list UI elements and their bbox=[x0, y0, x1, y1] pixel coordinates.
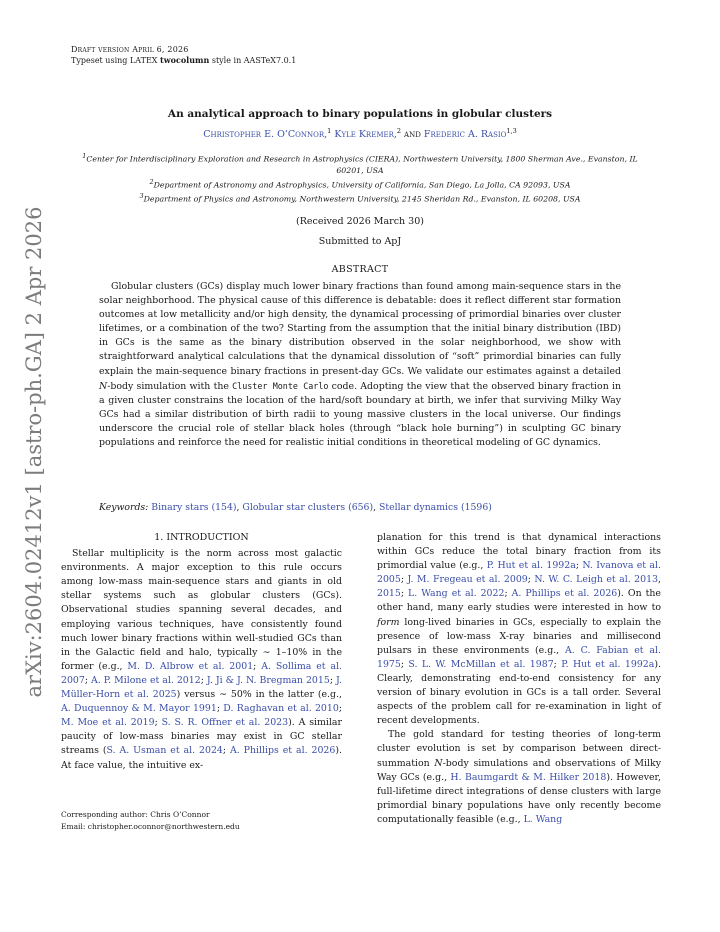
arxiv-sidebar bbox=[9, 206, 59, 698]
draft-version: Draft version April 6, 2026 bbox=[71, 45, 189, 54]
intro-paragraph-continued: planation for this trend is that dynamical interactions within GCs reduce the total binary fraction from its primordial value (e.g., P. Hut et al. 1992a; N. Ivanova et al. 2005; J. M. Fregeau et al. 2009; N. W. C. Leigh et al. 2013, 2015; L. Wang et al. 2022; A. Phillips et al. 2026). On the other hand, many early studies were interested in how to form long-lived binaries in GCs, especially to explain the presence of low-mass X-ray binaries and millisecond pulsars in these environments (e.g., A. C. Fabian et al. 1975; S. L. W. McMillan et al. 1987; P. Hut et al. 1992a). Clearly, demonstrating end-to-end consistency for any version of binary evolution in GCs is a tall order. Several aspects of the problem call for re-examination in light of recent developments. bbox=[377, 532, 661, 727]
citation-link[interactable]: A. P. Milone et al. 2012 bbox=[91, 674, 201, 686]
citation-link[interactable]: P. Hut et al. 1992a bbox=[486, 560, 576, 572]
corresponding-author: Corresponding author: Chris O’Connor bbox=[61, 810, 210, 819]
citation-link[interactable]: P. Hut et al. 1992a bbox=[561, 658, 655, 670]
citation-link[interactable]: A. Duquennoy & M. Mayor 1991 bbox=[61, 703, 217, 715]
citation-link[interactable]: N. Ivanova et al. 2005 bbox=[377, 560, 661, 586]
received-date: (Received 2026 March 30) bbox=[296, 216, 424, 227]
draft-header bbox=[71, 44, 296, 66]
author-link[interactable]: Frederic A. Rasio bbox=[423, 129, 507, 141]
citation-link[interactable]: D. Raghavan et al. 2010 bbox=[223, 703, 339, 715]
citation-link[interactable]: J. Ji & J. N. Bregman 2015 bbox=[206, 674, 330, 686]
footnote bbox=[61, 809, 240, 833]
citation-link[interactable]: L. Wang et al. 2022 bbox=[408, 588, 505, 600]
citation-link[interactable]: L. Wang bbox=[523, 813, 563, 825]
keyword-link[interactable]: Stellar dynamics (1596) bbox=[379, 502, 492, 513]
section-title: 1. INTRODUCTION bbox=[154, 532, 249, 543]
citation-link[interactable]: A. Phillips et al. 2026 bbox=[511, 588, 618, 600]
affiliation: $^1$Center for Interdisciplinary Exploration and Research in Astrophysics (CIERA), Northwestern University, 1800 Sherman Ave., Evanston, IL 60201, USA bbox=[82, 152, 638, 176]
citation-link[interactable]: J. Müller-Horn et al. 2025 bbox=[61, 674, 342, 701]
affiliations bbox=[70, 151, 650, 205]
left-column bbox=[61, 531, 342, 773]
affiliation: $^3$Department of Physics and Astronomy, Northwestern University, 2145 Sheridan Rd., Evanston, IL 60208, USA bbox=[139, 191, 581, 204]
author-list: Christopher E. O’Connor,$^1$ Kyle Kremer,$^2$ and Frederic A. Rasio$^{1,3}$ bbox=[203, 127, 517, 141]
citation-link[interactable]: A. Phillips et al. 2026 bbox=[230, 745, 336, 757]
keywords: Keywords: Binary stars (154), Globular star clusters (656), Stellar dynamics (1596) bbox=[99, 502, 492, 513]
keyword-link[interactable]: Binary stars (154) bbox=[151, 502, 237, 513]
keyword-link[interactable]: Globular star clusters (656) bbox=[242, 502, 374, 513]
typeset-line: Typeset using LATEX twocolumn style in AASTeX7.0.1 bbox=[71, 55, 297, 65]
citation-link[interactable]: S. A. Usman et al. 2024 bbox=[106, 745, 223, 757]
author-link[interactable]: Kyle Kremer, bbox=[334, 129, 397, 141]
citation-link[interactable]: A. C. Fabian et al. 1975 bbox=[377, 644, 661, 670]
author-email: Email: christopher.oconnor@northwestern.edu bbox=[61, 822, 240, 831]
abstract-heading: ABSTRACT bbox=[331, 264, 389, 275]
paper-title: An analytical approach to binary populations in globular clusters bbox=[167, 108, 553, 120]
affiliation: $^2$Department of Astronomy and Astrophysics, University of California, San Diego, La Jolla, CA 92093, USA bbox=[149, 177, 571, 190]
citation-link[interactable]: H. Baumgardt & M. Hilker 2018 bbox=[450, 771, 607, 783]
citation-link[interactable]: 2015 bbox=[377, 588, 401, 600]
citation-link[interactable]: S. S. R. Offner et al. 2023 bbox=[161, 717, 289, 729]
citation-link[interactable]: J. M. Fregeau et al. 2009 bbox=[407, 574, 528, 586]
citation-link[interactable]: S. L. W. McMillan et al. 1987 bbox=[408, 658, 554, 670]
intro-paragraph: The gold standard for testing theories of long-term cluster evolution is set by comparison between direct-summation N-body simulations and observations of Milky Way GCs (e.g., H. Baumgardt & M. Hilker 2018). However, full-lifetime direct integrations of dense clusters with large primordial binary populations have only recently become computationally feasible (e.g., L. Wang bbox=[377, 729, 661, 825]
citation-link[interactable]: N. W. C. Leigh et al. 2013 bbox=[534, 574, 659, 586]
citation-link[interactable]: A. Sollima et al. 2007 bbox=[61, 660, 342, 686]
right-column bbox=[377, 531, 661, 827]
citation-link[interactable]: M. Moe et al. 2019 bbox=[61, 717, 155, 729]
paragraph-continues: ). At face value, the intuitive ex- bbox=[61, 745, 342, 771]
code-name: Cluster Monte Carlo bbox=[232, 380, 329, 391]
intro-paragraph: Stellar multiplicity is the norm across most galactic environments. A major exception to this rule occurs among low-mass main-sequence stars and giants in old stellar systems such as globular clusters (GCs). Observational studies spanning several decades, and employing various techniques, have consistently found much lower binary fractions within well-studied GCs than in the Galactic field and halo, typically ∼ 1–10% in the former (e.g., M. D. Albrow et al. 2001; A. Sollima et al. 2007; A. P. Milone et al. 2012; J. Ji & J. N. Bregman 2015; J. Müller-Horn et al. 2025) versus ∼ 50% in the latter (e.g., A. Duquennoy & M. Mayor 1991; D. Raghavan et al. 2010; M. Moe et al. 2019; S. S. R. Offner et al. 2023). A similar paucity of low-mass binaries may exist in GC stellar streams (S. A. Usman et al. 2024; A. Phillips et al. 2026). At face value, the intuitive ex- bbox=[61, 548, 343, 771]
abstract-body: Globular clusters (GCs) display much lower binary fractions than found among main-sequence stars in the solar neighborhood. The physical cause of this difference is debatable: does it reflect different star formation outcomes at low metallicity and/or high density, the dynamical processing of primordial binaries over cluster lifetimes, or a combination of the two? Starting from the assumption that the initial binary distribution (IBD) in GCs is the same as the binary distribution observed in the solar neighborhood, we show with straightforward analytical calculations that the dynamical dissolution of “soft” primordial binaries can fully explain the main-sequence binary fractions in present-day GCs. We validate our estimates against a detailed N-body simulation with the Cluster Monte Carlo code. Adopting the view that the observed binary fraction in a given cluster constrains the location of the hard/soft boundary at birth, we infer that surviving Milky Way GCs had a similar distribution of birth radii to young massive clusters in the local universe. Our findings underscore the crucial role of stellar black holes (through “black hole burning”) in sculpting GC binary populations and reinforce the need for realistic initial conditions in theoretical modeling of GC dynamics. bbox=[99, 281, 621, 449]
submitted-journal: Submitted to ApJ bbox=[318, 236, 402, 247]
latex-logo: LATEX bbox=[129, 56, 158, 65]
keywords-label: Keywords: bbox=[99, 502, 149, 513]
arxiv-id: arXiv:2604.02412v1 [astro-ph.GA] 2 Apr 2026 bbox=[22, 206, 46, 698]
citation-link[interactable]: M. D. Albrow et al. 2001 bbox=[127, 660, 254, 672]
author-link[interactable]: Christopher E. O’Connor, bbox=[203, 129, 328, 141]
